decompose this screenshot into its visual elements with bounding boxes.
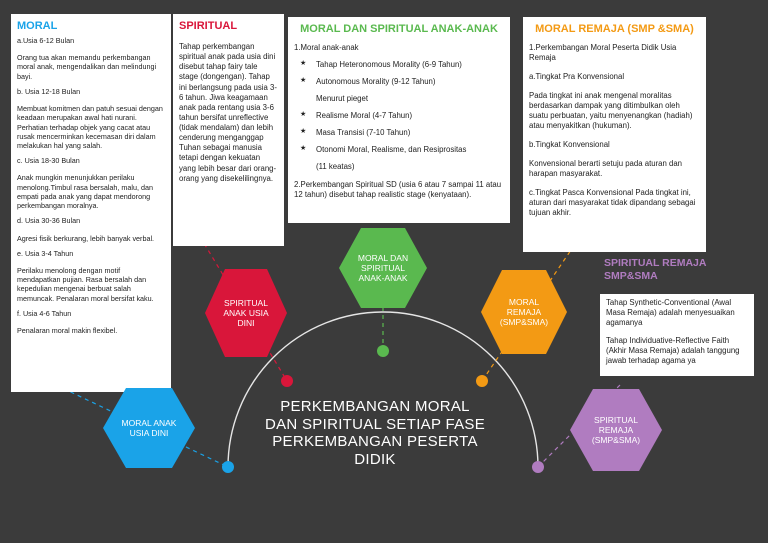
menurut-label: Menurut pieget xyxy=(316,93,369,103)
moral-anak-heading: a.Usia 6-12 Bulan xyxy=(17,36,75,45)
moral-anak-heading: b. Usia 12-18 Bulan xyxy=(17,86,81,96)
moral-anak-text: Agresi fisik berkurang, lebih banyak verbal. xyxy=(17,233,155,243)
hexagon-spiritual-remaja xyxy=(570,389,662,471)
list-item: ★ Tahap Heteronomous Morality (6-9 Tahun) xyxy=(294,60,504,70)
hexagon-label: MORAL REMAJA (SMP&SMA) xyxy=(499,296,549,328)
moral-spiritual-anak-anak-panel xyxy=(288,17,510,223)
purple-dot xyxy=(532,461,544,473)
spiritual-anak-panel xyxy=(173,14,284,246)
blue-dot xyxy=(222,461,234,473)
moral-remaja-heading: c.Tingkat Pasca Konvensional xyxy=(529,187,634,197)
spiritual-anak-title: SPIRITUAL xyxy=(179,20,238,32)
moral-anak-title: MORAL xyxy=(17,20,58,32)
moral-remaja-panel xyxy=(523,17,706,252)
main-title: PERKEMBANGAN MORAL DAN SPIRITUAL SETIAP FASE PERKEMBANGAN PESERTA DIDIK xyxy=(264,398,486,469)
list-item: ★ Otonomi Moral, Realisme, dan Resiprositas xyxy=(294,145,504,155)
spiritual-remaja-title: SPIRITUAL REMAJA SMP&SMA xyxy=(604,257,707,283)
list-item: ★ Autonomous Morality (9-12 Tahun) xyxy=(294,77,504,87)
spiritual-anak-text: Tahap perkembangan spiritual anak pada usia dini disebut tahap fairy tale stage (dongengan). Tahap ini berlangsung pada usia 3-6 tahun. Jiwa keagamaan anak pada rentang usia 3-6 tahun bersifat unreflective (tidak mendalam) dan lebih cenderung menganggap Tuhan sebagai manusia tetapi dengan kekuatan yang lebih besar dari orang-orang yang disekelilingnya. xyxy=(179,42,277,183)
moral-spiritual-anak-anak-title: MORAL DAN SPIRITUAL ANAK-ANAK xyxy=(300,23,498,35)
moral-remaja-title: MORAL REMAJA (SMP &SMA) xyxy=(535,23,694,35)
spiritual-remaja-body xyxy=(606,298,748,366)
list-item: ★ Realisme Moral (4-7 Tahun) xyxy=(294,111,504,121)
moral-anak-text: Orang tua akan memandu perkembangan moral anak, mengendalikan dan melindungi bayi. xyxy=(17,53,157,81)
hexagon-moral-spiritual-anak-anak xyxy=(339,228,427,308)
moral-anak-text: Penalaran moral makin flexibel. xyxy=(17,326,118,336)
moral-stage-list-2 xyxy=(294,111,504,155)
moral-remaja-heading: a.Tingkat Pra Konvensional xyxy=(529,71,625,81)
moral-anak-heading: e. Usia 3-4 Tahun xyxy=(17,248,74,258)
spiritual-sd-text: 2.Perkembangan Spiritual SD (usia 6 atau 7 sampai 11 atau 12 tahun) disebut tahap realistic stage (kenyataan). xyxy=(294,179,502,199)
hexagon-spiritual-anak-usia-dini xyxy=(205,269,287,357)
green-dot xyxy=(377,345,389,357)
spiritual-remaja-item: Tahap Synthetic-Conventional (Awal Masa Remaja) adalah menyesuaikan agamanya xyxy=(606,298,735,327)
moral-remaja-heading: b.Tingkat Konvensional xyxy=(529,139,610,149)
red-dot xyxy=(281,375,293,387)
moral-remaja-text: Pada tingkat ini anak mengenal moralitas berdasarkan dampak yang ditimbulkan oleh suatu perbuatan, yaitu menyenangkan (hadiah) atau menyakitkan (hukuman). xyxy=(529,90,693,130)
moral-anak-text: Membuat komitmen dan patuh sesuai dengan keadaan merupakan awal hati nurani. Perhatian terhadap objek yang cacat atau rusak mencerminkan kecemasan diri dalam melakukan hal yang salah. xyxy=(17,104,163,150)
moral-anak-body xyxy=(17,36,165,335)
moral-anak-heading: c. Usia 18-30 Bulan xyxy=(17,156,80,166)
spiritual-remaja-panel xyxy=(600,294,754,376)
moral-remaja-body xyxy=(529,43,700,218)
moral-stage-list xyxy=(294,60,504,87)
spiritual-remaja-title-box xyxy=(604,257,724,289)
moral-spiritual-anak-anak-body xyxy=(294,43,504,200)
hexagon-label: SPIRITUAL ANAK USIA DINI xyxy=(223,297,269,329)
orange-dot xyxy=(476,375,488,387)
list-item: ★ Masa Transisi (7-10 Tahun) xyxy=(294,128,504,138)
moral-anak-anak-intro: 1.Moral anak-anak xyxy=(294,43,359,52)
moral-anak-heading: d. Usia 30-36 Bulan xyxy=(17,216,81,226)
moral-anak-text: Perilaku menolong dengan motif mendapatkan pujian. Rasa bersalah dan kepedulian mengenai berbuat salah memuncak. Penalaran moral bersifat kaku. xyxy=(17,265,154,303)
keatas-label: (11 keatas) xyxy=(316,161,355,171)
hexagon-label: MORAL DAN SPIRITUAL ANAK-ANAK xyxy=(357,252,409,284)
moral-anak-panel xyxy=(11,14,171,392)
hexagon-label: MORAL ANAK USIA DINI xyxy=(121,417,177,438)
moral-anak-heading: f. Usia 4-6 Tahun xyxy=(17,308,72,318)
hexagon-moral-anak-usia-dini xyxy=(103,388,195,468)
moral-remaja-text: Konvensional berarti setuju pada aturan dan harapan masyarakat. xyxy=(529,158,683,178)
moral-anak-text: Anak mungkin menunjukkan perilaku menolong.Timbul rasa bersalah, malu, dan empati pada anak yang dapat mendorong perkembangan moralnya. xyxy=(17,173,153,211)
moral-remaja-heading: 1.Perkembangan Moral Peserta Didik Usia Remaja xyxy=(529,43,677,62)
hexagon-label: SPIRITUAL REMAJA (SMP&SMA) xyxy=(591,414,641,446)
spiritual-remaja-item: Tahap Individuative-Reflective Faith (Akhir Masa Remaja) adalah tanggung jawab terhadap agama ya xyxy=(606,335,740,365)
moral-remaja-text: Pada tingkat ini, aturan dari masyarakat tidak dipandang sebagai tujuan akhir. xyxy=(529,187,696,217)
hexagon-moral-remaja xyxy=(481,270,567,354)
